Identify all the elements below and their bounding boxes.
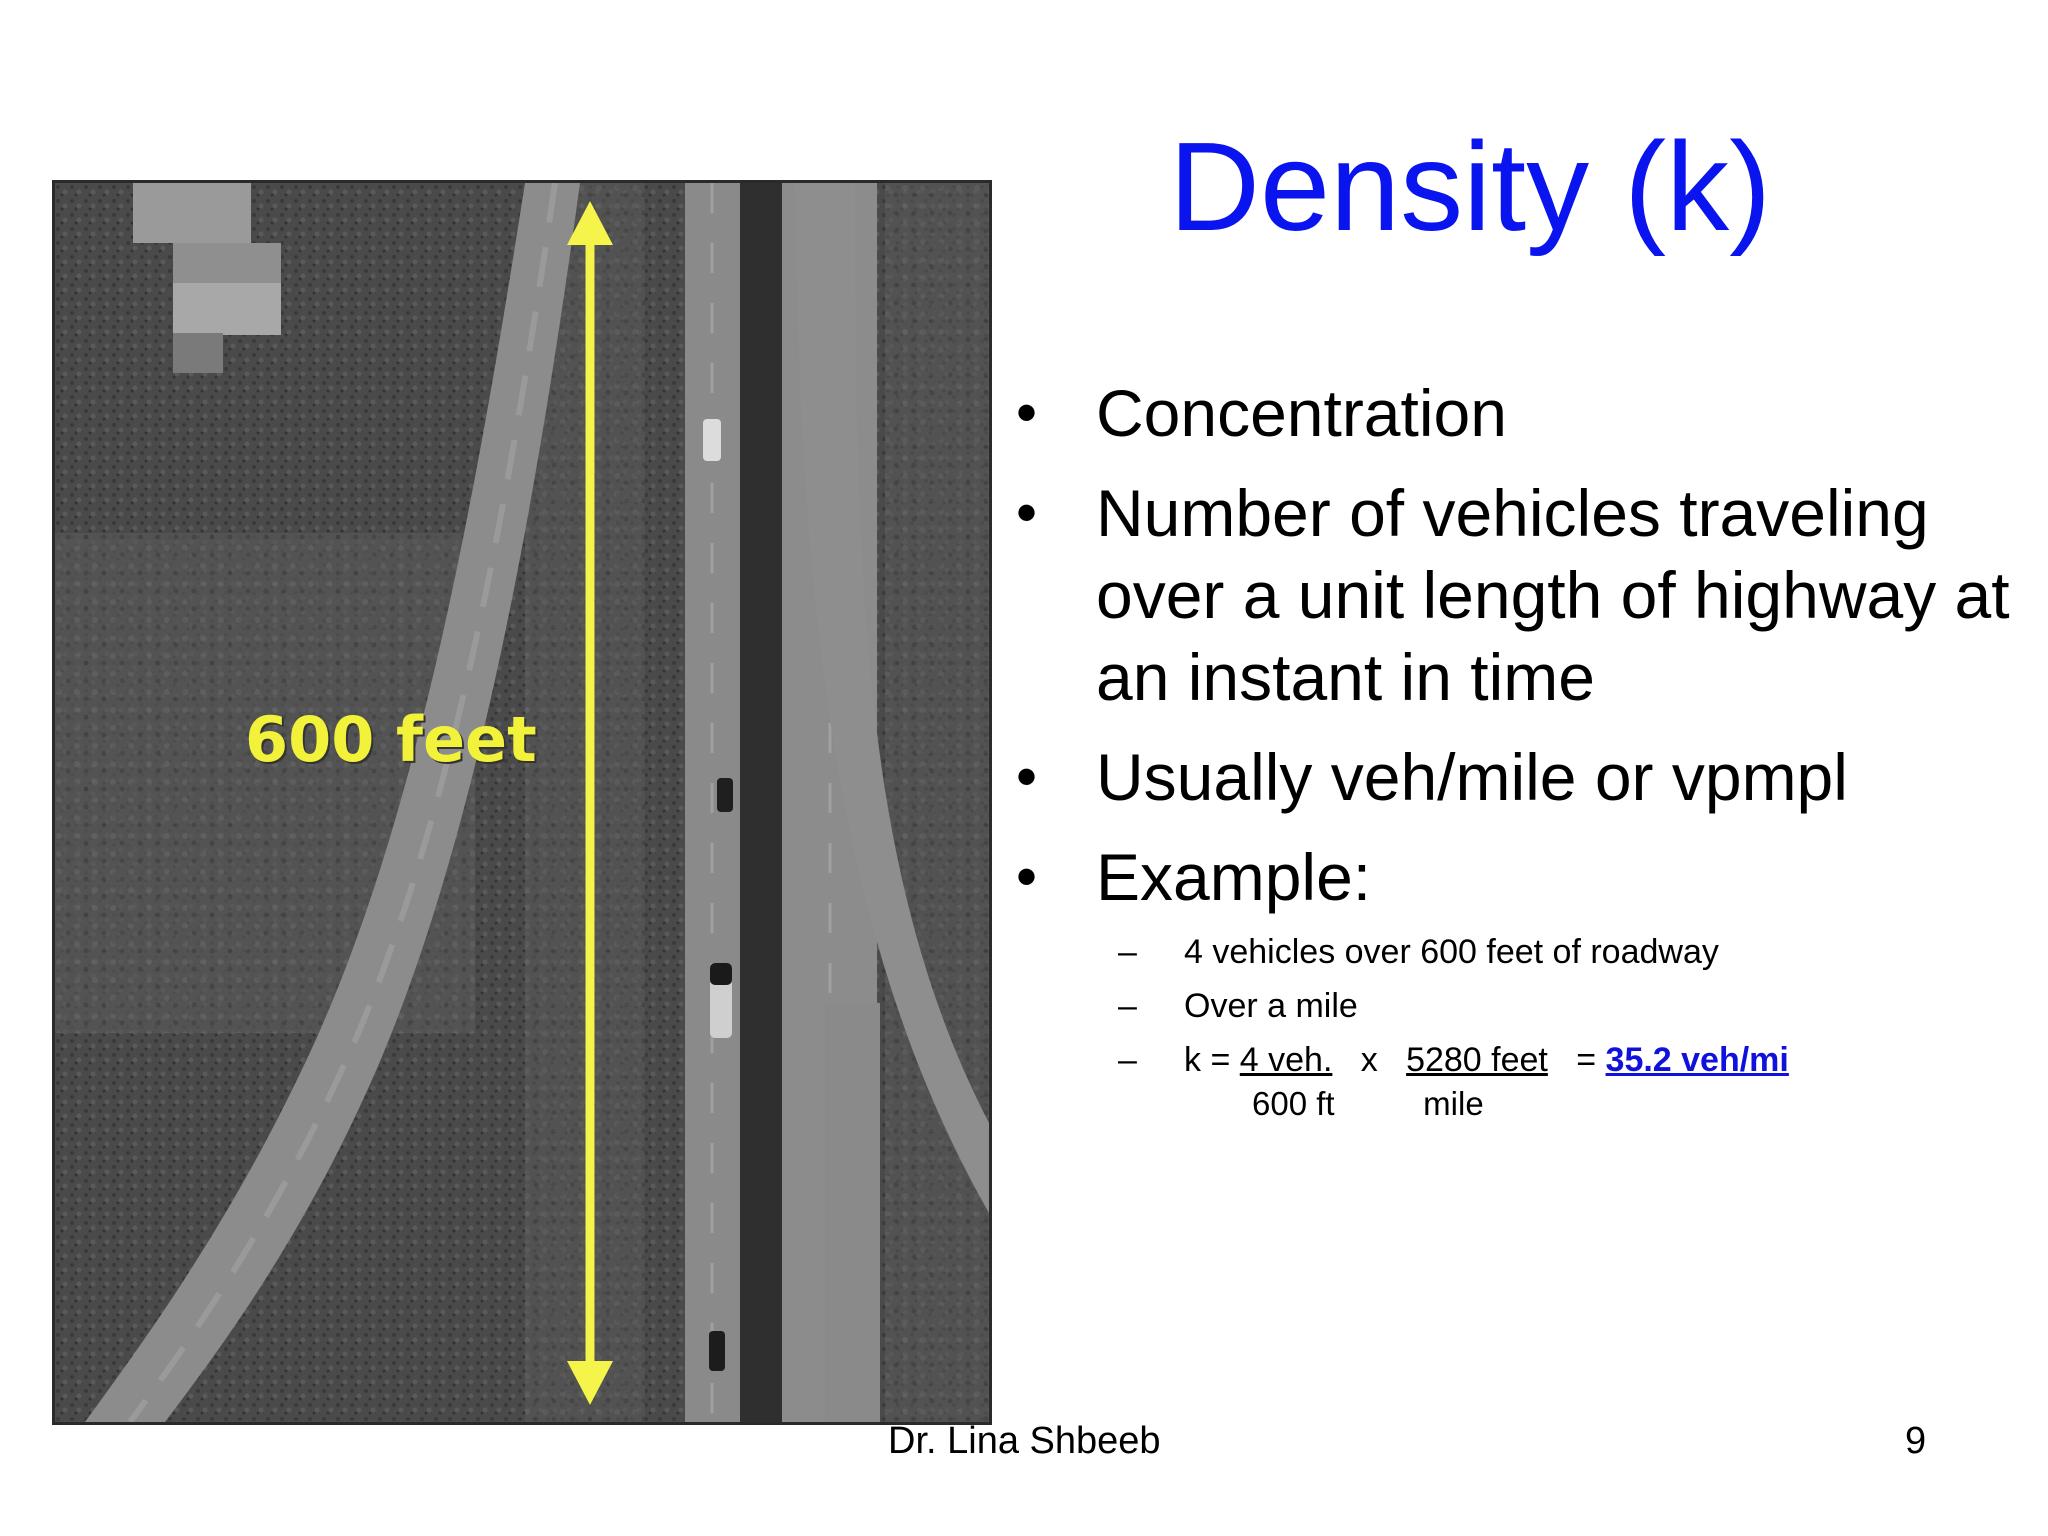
distance-label: 600 feet [245,703,537,776]
bullet-text: Example: [1096,840,1372,914]
bullet-marker: • [1016,843,1038,910]
sub-marker: – [1118,1041,1137,1079]
sub-marker: – [1118,933,1137,971]
example-sub-list [1112,925,2012,1087]
formula-equals: = [1576,1041,1597,1079]
formula-denominator-2: mile [1423,1085,1484,1122]
sub-text: Over a mile [1184,987,1358,1025]
formula-times: x [1360,1041,1378,1079]
formula-line [1112,1033,2012,1087]
bullet-marker: • [1016,743,1038,810]
bullet-marker: • [1016,479,1038,546]
bullet-marker: • [1016,379,1038,446]
formula-numerator-1: 4 veh. [1239,1041,1333,1079]
formula-denominators [1252,1085,1484,1123]
bullet-item [1010,472,2020,718]
sub-item [1112,925,2012,979]
sub-item [1112,979,2012,1033]
footer-author: Dr. Lina Shbeeb [888,1420,1161,1462]
bullet-item [1010,736,2020,818]
bullet-text: Concentration [1096,376,1507,450]
bullet-text: Number of vehicles traveling over a unit length of highway at an instant in time [1096,476,2010,714]
bullet-text: Usually veh/mile or vpmpl [1096,740,1848,814]
sub-marker: – [1118,987,1137,1025]
formula-numerator-2: 5280 feet [1406,1041,1548,1079]
bullet-item [1010,372,2020,454]
sub-text: 4 vehicles over 600 feet of roadway [1184,933,1719,971]
aerial-highway-photo [52,180,992,1425]
formula-lhs: k = [1184,1041,1231,1079]
page-number: 9 [1905,1420,1927,1462]
bullet-item [1010,836,2020,918]
formula-denominator-1: 600 ft [1252,1085,1335,1122]
formula-result: 35.2 veh/mi [1605,1041,1789,1079]
slide-title: Density (k) [1168,116,1772,257]
bullet-list [1010,372,2020,936]
